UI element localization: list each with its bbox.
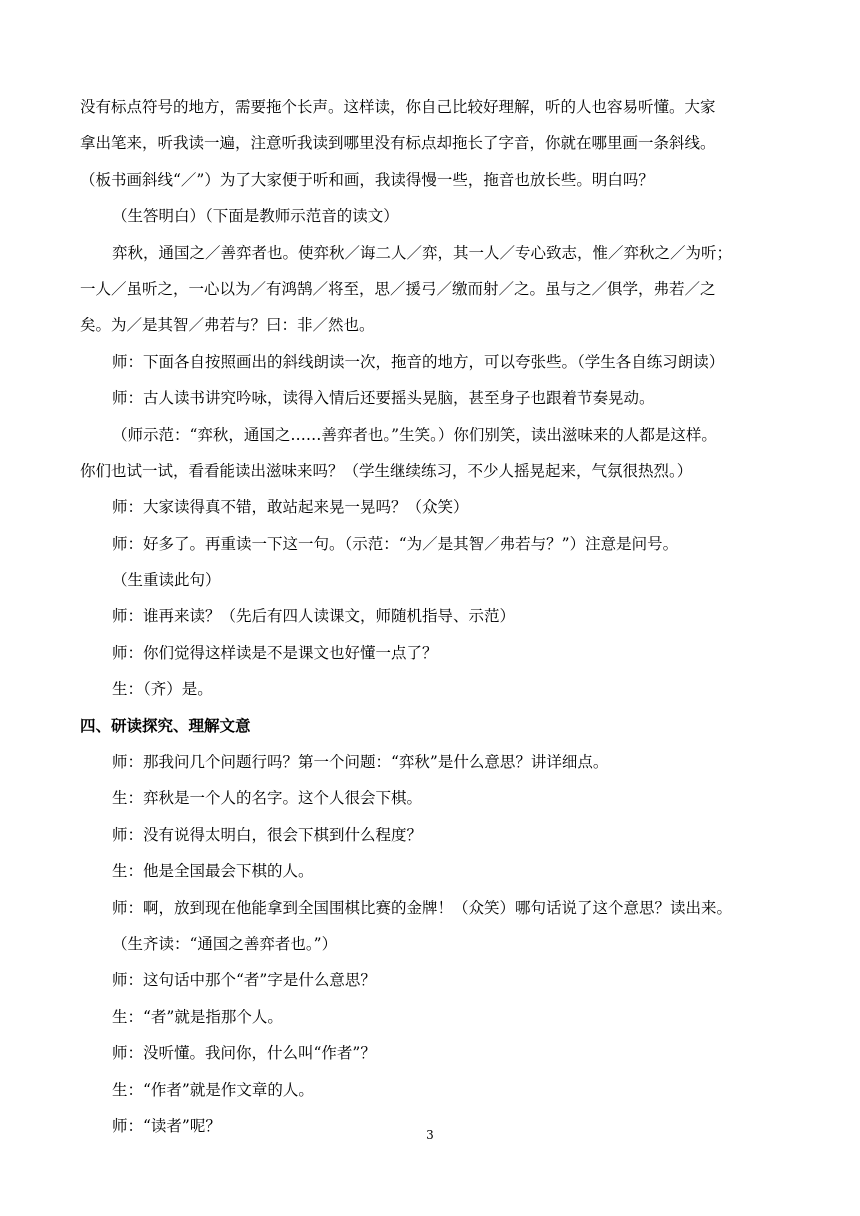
- text-line: 一人／虽听之，一心以为／有鸿鹄／将至，思／援弓／缴而射／之。虽与之／俱学，弗若／之: [80, 279, 716, 298]
- text-line: 师：这句话中那个“者”字是什么意思？: [112, 971, 376, 990]
- text-line: （生齐读：“通国之善弈者也。”）: [112, 934, 338, 953]
- text-line: 弈秋，通国之／善弈者也。使弈秋／诲二人／弈，其一人／专心致志，惟／弈秋之／为听；: [112, 243, 733, 262]
- text-line: 师：“读者”呢？: [112, 1116, 221, 1135]
- text-line: 没有标点符号的地方，需要拖个长声。这样读，你自己比较好理解，听的人也容易听懂。大家: [80, 98, 716, 116]
- text-line: 你们也试一试，看看能读出滋味来吗？（学生继续练习，不少人摇晃起来，气氛很热烈。）: [80, 461, 693, 480]
- page-number: 3: [426, 1128, 434, 1142]
- text-line: 师：好多了。再重读一下这一句。（示范：“为／是其智／弗若与？”）注意是问号。: [112, 534, 679, 553]
- section-heading: 四、研读探究、理解文意: [80, 716, 251, 735]
- text-line: 生：他是全国最会下棋的人。: [112, 862, 314, 881]
- text-line: 生：弈秋是一个人的名字。这个人很会下棋。: [112, 789, 423, 808]
- text-line: 师：那我问几个问题行吗？第一个问题：“弈秋”是什么意思？讲详细点。: [112, 753, 609, 772]
- text-line: 生：（齐）是。: [112, 680, 213, 699]
- text-line: 矣。为／是其智／弗若与？曰：非／然也。: [80, 316, 375, 335]
- text-line: （板书画斜线“／”）为了大家便于听和画，我读得慢一些，拖音也放长些。明白吗？: [80, 170, 654, 189]
- text-line: 师：啊，放到现在他能拿到全国围棋比赛的金牌！（众笑）哪句话说了这个意思？读出来。: [112, 898, 733, 917]
- text-line: 生：“作者”就是作文章的人。: [112, 1080, 314, 1099]
- document-body: [80, 98, 800, 1153]
- text-line: 拿出笔来，听我读一遍，注意听我读到哪里没有标点却拖长了字音，你就在哪里画一条斜线。: [80, 134, 716, 153]
- text-line: 生：“者”就是指那个人。: [112, 1007, 283, 1026]
- text-line: 师：没有说得太明白，很会下棋到什么程度？: [112, 825, 423, 844]
- text-line: （生答明白）（下面是教师示范音的读文）: [112, 207, 399, 226]
- text-line: 师：古人读书讲究吟咏，读得入情后还要摇头晃脑，甚至身子也跟着节奏晃动。: [112, 389, 655, 408]
- text-line: 师：下面各自按照画出的斜线朗读一次，拖音的地方，可以夸张些。（学生各自练习朗读）: [112, 352, 725, 371]
- text-line: 师：没听懂。我问你，什么叫“作者”？: [112, 1044, 376, 1063]
- text-line: 师：谁再来读？（先后有四人读课文，师随机指导、示范）: [112, 607, 516, 626]
- text-line: （生重读此句）: [112, 571, 221, 590]
- text-line: （师示范：“弈秋，通国之……善弈者也。”生笑。）你们别笑，读出滋味来的人都是这样。: [112, 425, 717, 444]
- text-line: 师：你们觉得这样读是不是课文也好懂一点了？: [112, 643, 438, 662]
- text-line: 师：大家读得真不错，敢站起来晃一晃吗？（众笑）: [112, 498, 469, 517]
